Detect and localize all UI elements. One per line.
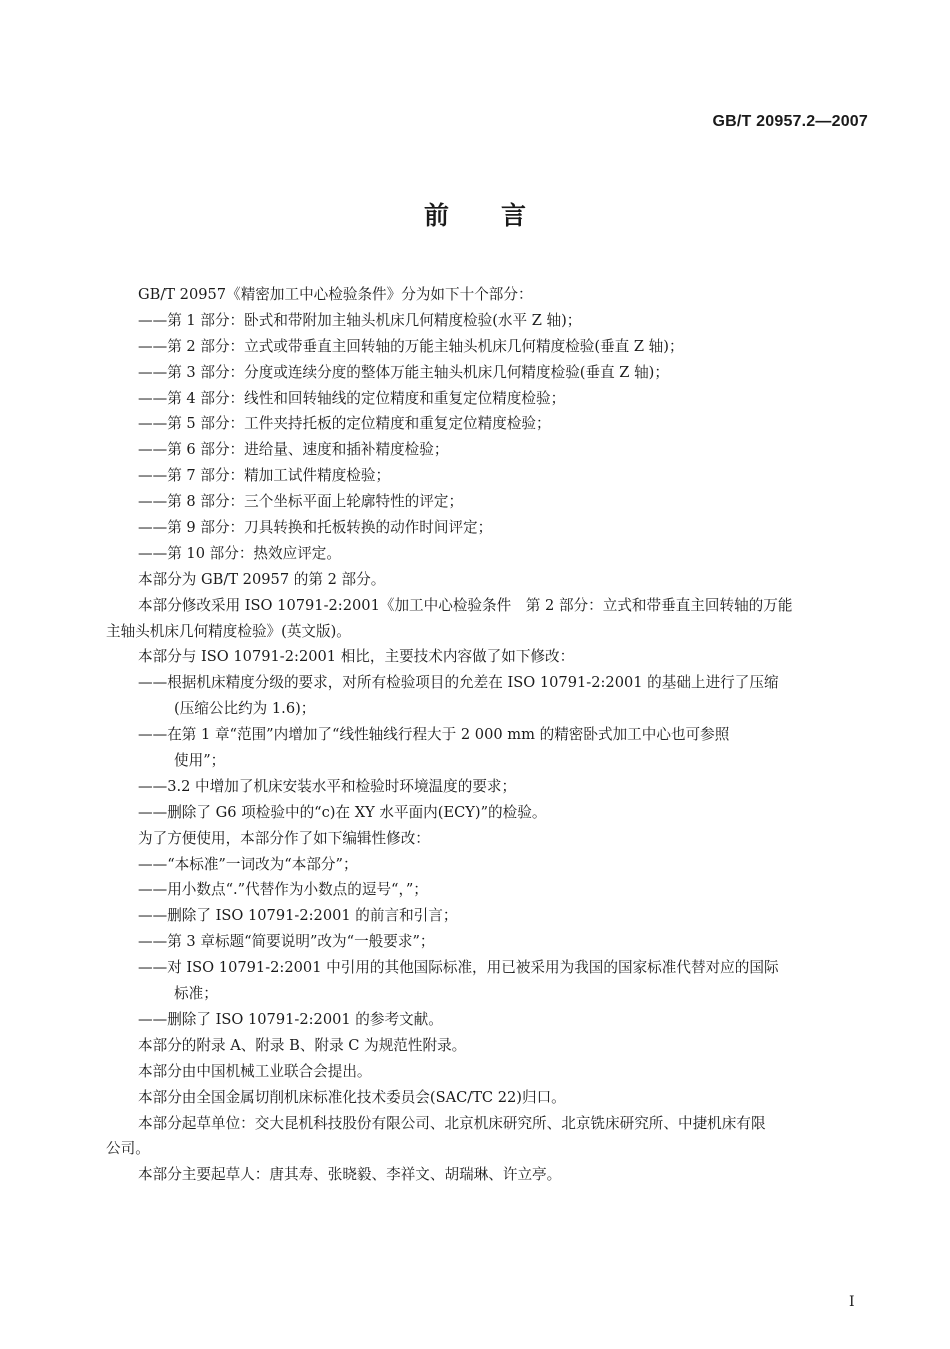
foreword-line: 标准；: [174, 985, 218, 1003]
foreword-body: [106, 282, 869, 1188]
foreword-line: ——3.2 中增加了机床安装水平和检验时环境温度的要求；: [138, 777, 517, 795]
foreword-line: 主轴头机床几何精度检验》(英文版)。: [106, 622, 351, 640]
foreword-line: 本部分的附录 A、附录 B、附录 C 为规范性附录。: [138, 1036, 467, 1054]
foreword-line: ——在第 1 章“范围”内增加了“线性轴线行程大于 2 000 mm 的精密卧式加工中心也可参照: [138, 726, 730, 744]
foreword-line: 本部分起草单位：交大昆机科技股份有限公司、北京机床研究所、北京铣床研究所、中捷机床有限: [138, 1114, 766, 1132]
foreword-line: (压缩公比约为 1.6)；: [174, 700, 316, 718]
foreword-line: ——删除了 ISO 10791-2:2001 的前言和引言；: [138, 907, 458, 925]
foreword-line: ——第 7 部分：精加工试件精度检验；: [138, 467, 391, 485]
foreword-line: ——第 5 部分：工件夹持托板的定位精度和重复定位精度检验；: [138, 415, 551, 433]
foreword-line: 本部分由中国机械工业联合会提出。: [138, 1062, 372, 1080]
foreword-line: ——删除了 G6 项检验中的“c)在 XY 水平面内(ECY)”的检验。: [138, 803, 547, 821]
foreword-line: ——“本标准”一词改为“本部分”；: [138, 855, 358, 873]
foreword-line: ——根据机床精度分级的要求，对所有检验项目的允差在 ISO 10791-2:2001 的基础上进行了压缩: [138, 674, 779, 692]
foreword-line: ——第 4 部分：线性和回转轴线的定位精度和重复定位精度检验；: [138, 389, 566, 407]
foreword-line: ——第 2 部分：立式或带垂直主回转轴的万能主轴头机床几何精度检验(垂直 Z 轴)；: [138, 337, 684, 355]
foreword-line: 使用”；: [174, 752, 226, 770]
foreword-line: 为了方便使用，本部分作了如下编辑性修改：: [138, 829, 430, 847]
foreword-line: ——第 6 部分：进给量、速度和插补精度检验；: [138, 441, 449, 459]
foreword-line: 本部分由全国金属切削机床标准化技术委员会(SAC/TC 22)归口。: [138, 1088, 566, 1106]
foreword-line: ——第 9 部分：刀具转换和托板转换的动作时间评定；: [138, 519, 493, 537]
foreword-line: ——第 3 章标题“简要说明”改为“一般要求”；: [138, 933, 435, 951]
foreword-line: GB/T 20957《精密加工中心检验条件》分为如下十个部分：: [138, 286, 533, 303]
foreword-line: ——第 8 部分：三个坐标平面上轮廓特性的评定；: [138, 493, 464, 511]
foreword-line: 公司。: [106, 1140, 150, 1158]
foreword-line: ——删除了 ISO 10791-2:2001 的参考文献。: [138, 1010, 443, 1028]
standard-code: GB/T 20957.2—2007: [712, 113, 868, 130]
page-number: I: [849, 1294, 855, 1310]
foreword-line: ——第 3 部分：分度或连续分度的整体万能主轴头机床几何精度检验(垂直 Z 轴)；: [138, 363, 669, 381]
foreword-line: ——第 10 部分：热效应评定。: [138, 544, 341, 562]
page-title: 前言: [423, 201, 578, 230]
foreword-line: 本部分修改采用 ISO 10791-2:2001《加工中心检验条件 第 2 部分：立式和带垂直主回转轴的万能: [138, 596, 793, 614]
foreword-line: 本部分为 GB/T 20957 的第 2 部分。: [138, 570, 386, 588]
foreword-line: ——第 1 部分：卧式和带附加主轴头机床几何精度检验(水平 Z 轴)；: [138, 311, 582, 329]
foreword-line: 本部分与 ISO 10791-2:2001 相比，主要技术内容做了如下修改：: [138, 648, 575, 666]
foreword-line: ——用小数点“.”代替作为小数点的逗号“，”；: [138, 881, 428, 899]
foreword-line: 本部分主要起草人：唐其寿、张晓毅、李祥文、胡瑞琳、许立亭。: [138, 1166, 562, 1184]
foreword-line: ——对 ISO 10791-2:2001 中引用的其他国际标准，用已被采用为我国的国家标准代替对应的国际: [138, 959, 779, 977]
